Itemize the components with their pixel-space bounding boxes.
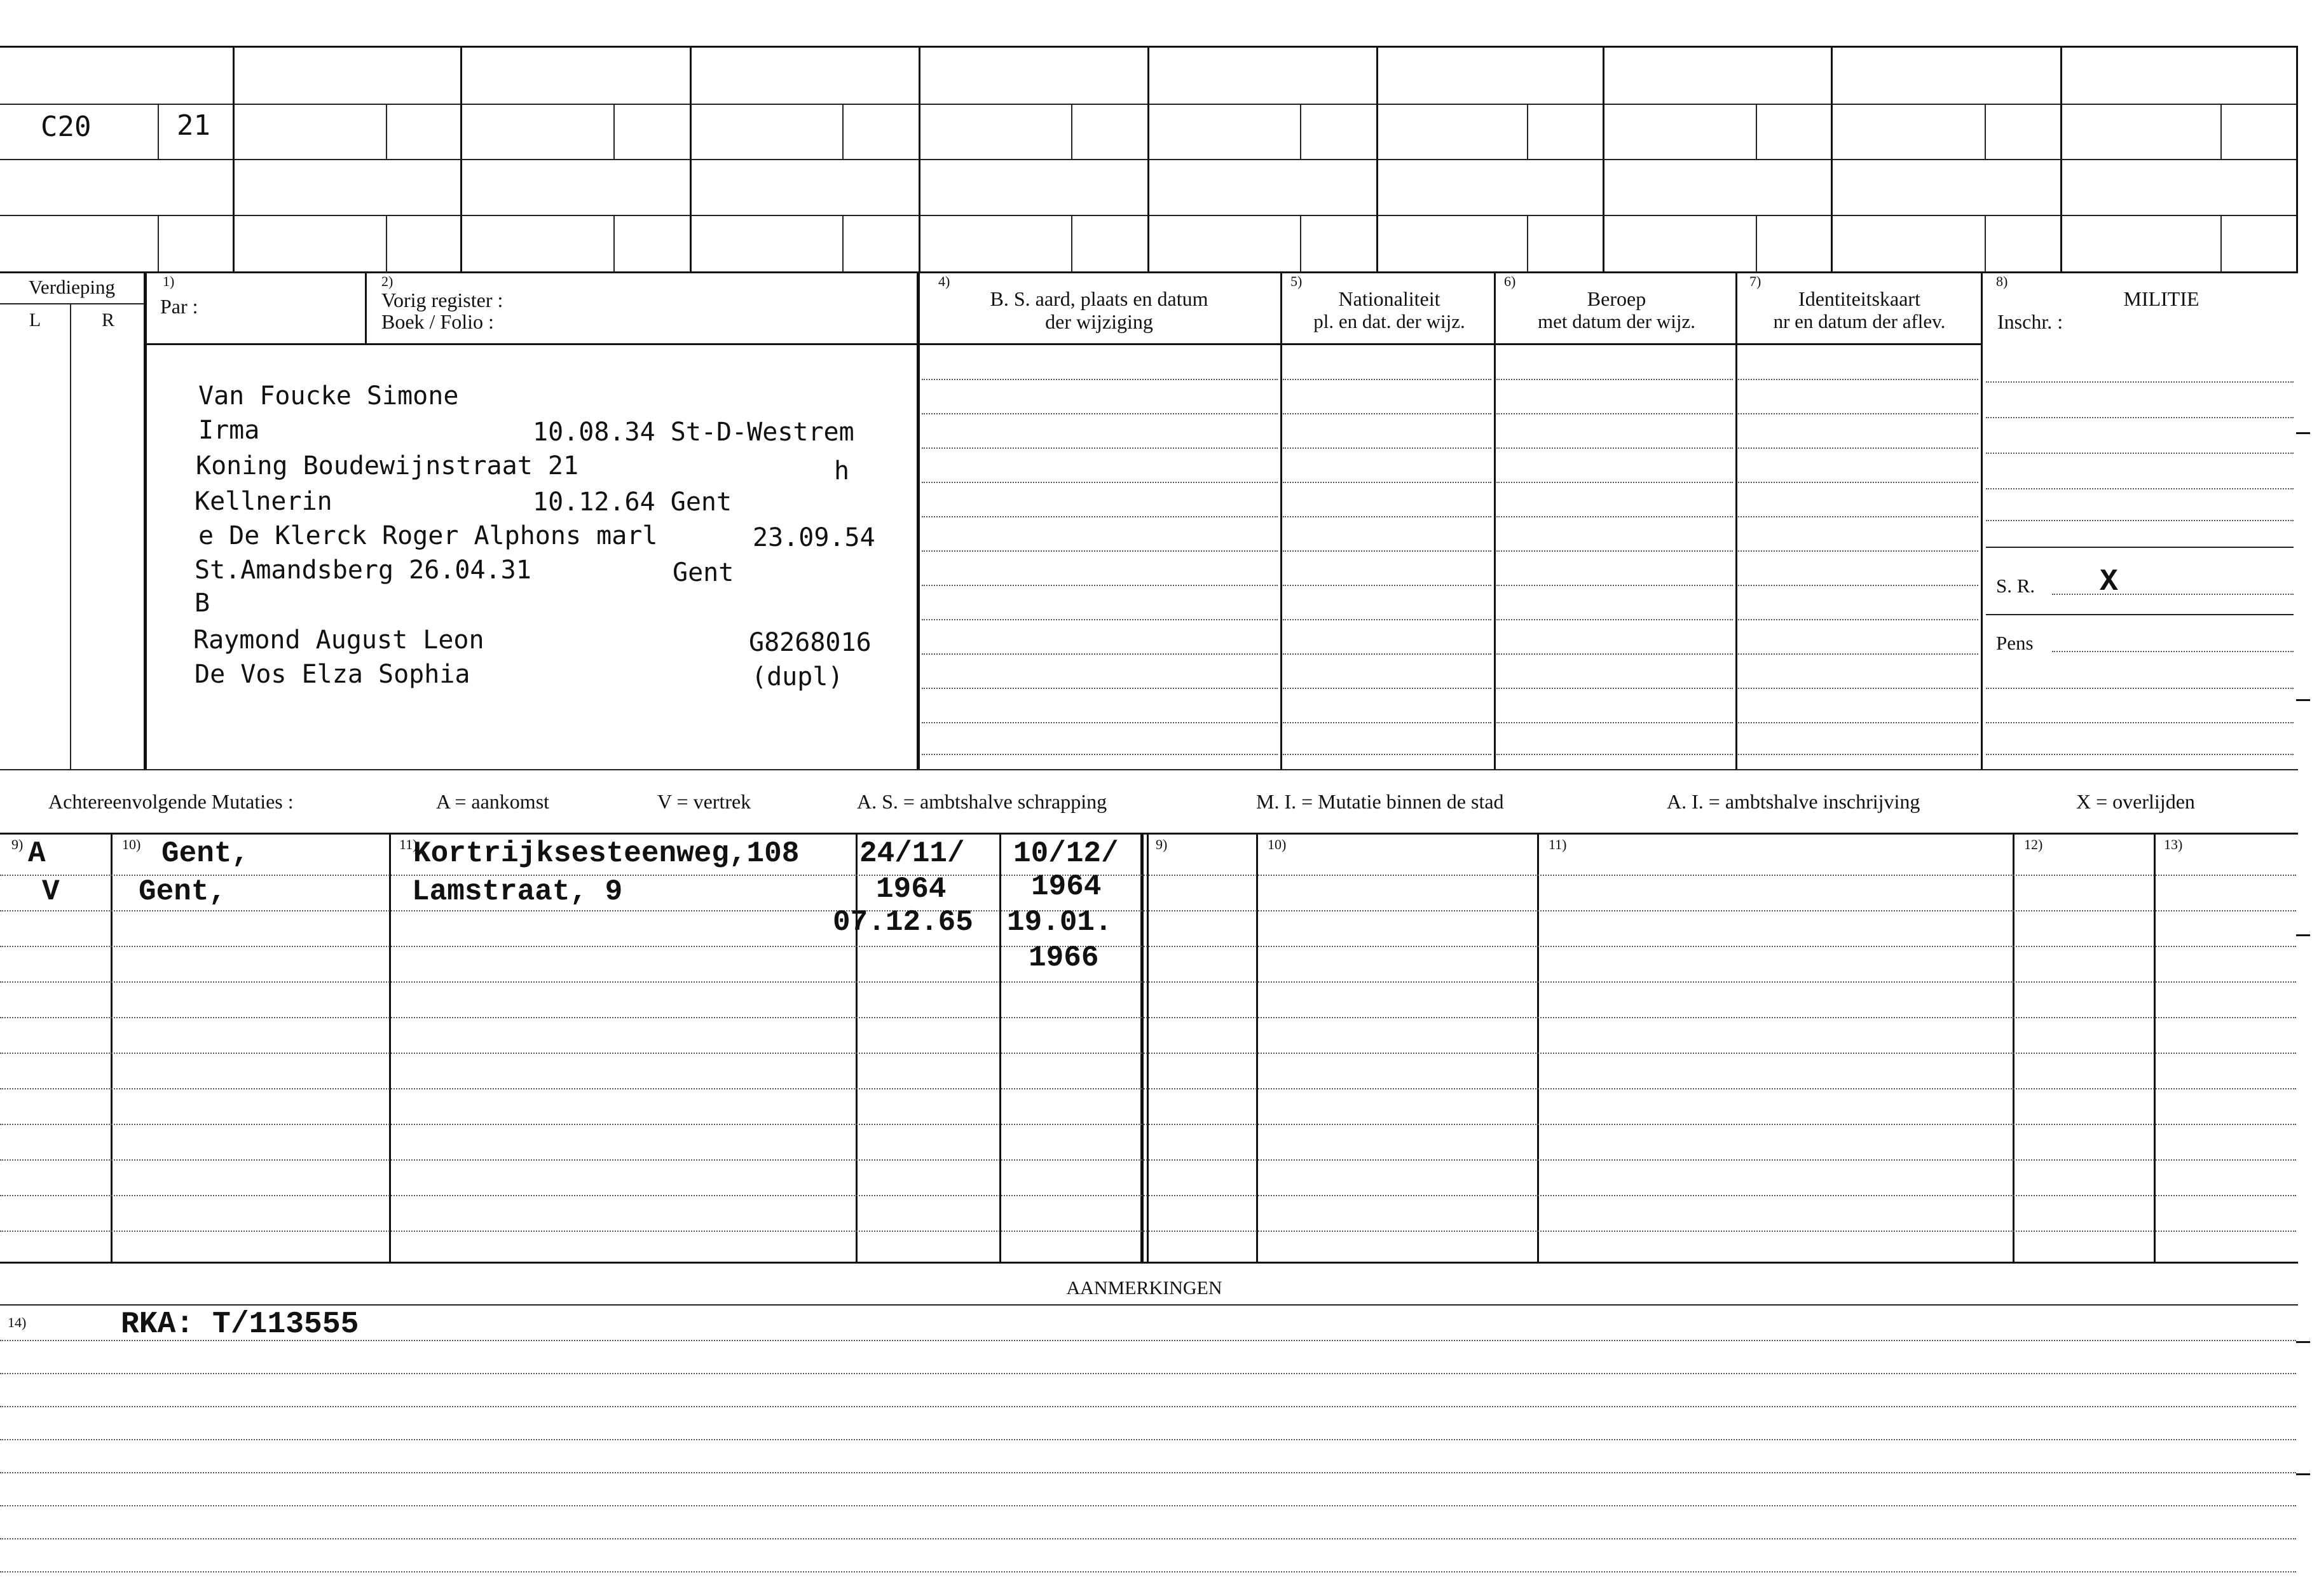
rule <box>922 722 1278 723</box>
rule <box>1738 619 1978 620</box>
rule <box>1986 488 2294 489</box>
rule <box>1300 104 1301 159</box>
rule <box>1986 547 2294 548</box>
rule <box>1527 215 1528 271</box>
mut-date-in: 07.12.65 <box>833 906 973 939</box>
rule <box>1738 550 1978 552</box>
rule <box>1283 379 1491 380</box>
rule <box>0 1053 2296 1054</box>
rule <box>1981 271 1983 769</box>
rule <box>1738 482 1978 483</box>
rule <box>0 1304 2298 1306</box>
mut-date-out: 19.01. <box>1007 906 1112 939</box>
rule <box>386 104 387 159</box>
mut-col-num: 10) <box>122 836 141 852</box>
rule <box>1376 46 1378 271</box>
rule <box>856 833 858 1262</box>
militie-sr-label: S. R. <box>1996 575 2035 597</box>
legend-item: X = overlijden <box>2076 790 2195 813</box>
rule <box>0 1472 2296 1473</box>
mut-date-out: 10/12/ <box>1013 837 1119 870</box>
person-line-6: St.Amandsberg 26.04.31 <box>195 556 531 585</box>
person-line-1: Van Foucke Simone <box>198 381 459 411</box>
rule <box>0 1340 2296 1341</box>
rule <box>1738 585 1978 586</box>
rule <box>1283 754 1491 755</box>
rule <box>1300 215 1301 271</box>
rule <box>922 413 1278 414</box>
rule <box>1986 614 2294 615</box>
rule <box>917 271 920 769</box>
person-line-9-right: (dupl) <box>751 662 844 692</box>
rule <box>2220 104 2222 159</box>
mut-type: V <box>42 875 60 908</box>
rule <box>0 1231 2296 1232</box>
person-line-9: De Vos Elza Sophia <box>195 660 470 689</box>
remarks-title: AANMERKINGEN <box>1066 1278 1222 1299</box>
person-line-8-right: G8268016 <box>749 628 872 657</box>
person-line-5-right: 23.09.54 <box>753 523 875 552</box>
mut-city: Gent, <box>139 875 227 908</box>
rule <box>386 215 387 271</box>
rule <box>0 1373 2296 1374</box>
rule <box>922 653 1278 655</box>
col2-line1: Vorig register : <box>381 289 503 311</box>
rule <box>922 550 1278 552</box>
col2-num: 2) <box>381 273 393 289</box>
mut-city: Gent, <box>161 837 250 870</box>
rule <box>1283 619 1491 620</box>
person-line-8: Raymond August Leon <box>193 625 484 655</box>
col5-num: 5) <box>1290 273 1303 289</box>
legend-item: A = aankomst <box>436 790 550 813</box>
mut-col-num: 10) <box>1268 836 1287 852</box>
rule <box>1496 619 1733 620</box>
col6-num: 6) <box>1504 273 1516 289</box>
remarks-text: RKA: T/113555 <box>121 1307 359 1342</box>
col8-title: MILITIE <box>2123 287 2199 310</box>
rule <box>2154 833 2156 1262</box>
rule <box>0 833 2298 835</box>
col8-inschr: Inschr. : <box>1997 310 2063 333</box>
rule <box>1986 453 2294 454</box>
mut-col-num: 11) <box>399 836 418 852</box>
rule <box>233 46 235 271</box>
rule <box>922 754 1278 755</box>
rule <box>0 910 2296 911</box>
col2-line2: Boek / Folio : <box>381 310 494 333</box>
rule <box>1283 722 1491 723</box>
rule <box>0 1017 2296 1018</box>
rule <box>0 1088 2296 1089</box>
rule <box>1738 754 1978 755</box>
rule <box>158 104 159 159</box>
rule <box>0 1195 2296 1196</box>
col7-line2: nr en datum der aflev. <box>1773 310 1946 332</box>
rule <box>1537 833 1539 1262</box>
rule <box>1283 482 1491 483</box>
rule <box>1738 688 1978 689</box>
col1-num: 1) <box>163 273 175 289</box>
person-line-6-right: Gent <box>673 558 734 587</box>
mut-col-num: 9) <box>1156 836 1168 852</box>
legend-item: M. I. = Mutatie binnen de stad <box>1256 790 1504 813</box>
rule <box>1756 215 1757 271</box>
rule <box>1140 833 1144 1262</box>
rule <box>2296 934 2310 936</box>
rule <box>158 215 159 271</box>
rule <box>2296 432 2310 434</box>
rule <box>1985 104 1986 159</box>
rule <box>0 303 144 304</box>
rule <box>1147 833 1149 1262</box>
rule <box>1986 520 2294 521</box>
rule <box>1985 215 1986 271</box>
mut-date-in: 24/11/ <box>859 837 965 870</box>
rule <box>1738 413 1978 414</box>
rule <box>0 1538 2296 1539</box>
rule <box>2296 46 2298 271</box>
legend-item: A. I. = ambtshalve inschrijving <box>1667 790 1920 813</box>
rule <box>0 1439 2296 1440</box>
mut-col-num: 9) <box>11 836 24 852</box>
col4-line2: der wijziging <box>1045 310 1153 333</box>
rule <box>1986 722 2294 723</box>
rule <box>918 343 1983 345</box>
rule <box>1496 516 1733 517</box>
rule <box>0 946 2296 947</box>
rule <box>1283 653 1491 655</box>
rule <box>1496 379 1733 380</box>
rule <box>1071 215 1072 271</box>
rule <box>0 1571 2296 1572</box>
rule <box>1738 516 1978 517</box>
rule <box>1496 482 1733 483</box>
rule <box>2052 594 2294 595</box>
rule <box>1738 379 1978 380</box>
rule <box>0 1505 2296 1506</box>
rule <box>1496 653 1733 655</box>
rule <box>70 303 71 769</box>
verdieping-label: Verdieping <box>28 276 116 298</box>
header-code: C20 <box>41 111 92 143</box>
person-line-4-right: 10.12.64 Gent <box>533 488 732 517</box>
header-number: 21 <box>177 109 210 142</box>
rule <box>842 215 844 271</box>
person-line-2-right: 10.08.34 St-D-Westrem <box>533 418 854 447</box>
rule <box>0 875 2296 876</box>
rule <box>1496 447 1733 449</box>
rule <box>1494 271 1496 769</box>
mut-address: Lamstraat, 9 <box>412 875 623 908</box>
col5-line2: pl. en dat. der wijz. <box>1313 310 1465 332</box>
rule <box>2013 833 2014 1262</box>
rule <box>2296 699 2310 701</box>
rule <box>1831 46 1833 271</box>
remarks-num: 14) <box>8 1314 27 1330</box>
col1-label: Par : <box>160 295 198 318</box>
person-line-3: Koning Boudewijnstraat 21 <box>196 451 579 481</box>
mut-type: A <box>28 837 46 870</box>
rule <box>2052 651 2294 652</box>
rule <box>1283 688 1491 689</box>
rule <box>365 271 367 343</box>
rule <box>1496 754 1733 755</box>
rule <box>690 46 692 271</box>
col7-num: 7) <box>1749 273 1761 289</box>
mut-col-num: 11) <box>1549 836 1567 852</box>
rule <box>922 516 1278 517</box>
rule <box>1986 381 2294 383</box>
rule <box>0 1159 2296 1161</box>
rule <box>0 1262 2298 1264</box>
rule <box>922 688 1278 689</box>
rule <box>922 379 1278 380</box>
verdieping-left-label: L <box>29 310 41 331</box>
rule <box>2060 46 2062 271</box>
rule <box>1496 585 1733 586</box>
col8-num: 8) <box>1996 273 2008 289</box>
rule <box>1280 271 1282 769</box>
col7-line1: Identiteitskaart <box>1798 287 1920 310</box>
rule <box>1071 104 1072 159</box>
rule <box>144 343 919 345</box>
rule <box>1603 46 1604 271</box>
rule <box>1986 754 2294 755</box>
rule <box>613 104 615 159</box>
person-line-7: B <box>195 589 210 618</box>
person-line-2: Irma <box>198 416 260 445</box>
rule <box>1283 447 1491 449</box>
rule <box>2296 1341 2310 1343</box>
militie-sr-mark: X <box>2100 565 2118 599</box>
rule <box>389 833 391 1262</box>
rule <box>1735 271 1737 769</box>
col6-line1: Beroep <box>1587 287 1646 310</box>
rule <box>111 833 113 1262</box>
rule <box>0 1124 2296 1125</box>
mut-date-out: 1966 <box>1029 941 1099 974</box>
rule <box>1283 550 1491 552</box>
rule <box>2296 1473 2310 1475</box>
col6-line2: met datum der wijz. <box>1538 310 1695 332</box>
verdieping-right-label: R <box>101 310 114 331</box>
rule <box>1986 688 2294 689</box>
person-line-4: Kellnerin <box>195 487 332 516</box>
rule <box>0 981 2296 983</box>
rule <box>460 46 462 271</box>
rule <box>1986 417 2294 418</box>
rule <box>1738 447 1978 449</box>
rule <box>1283 585 1491 586</box>
rule <box>0 769 2298 770</box>
rule <box>922 447 1278 449</box>
militie-pens-label: Pens <box>1996 632 2034 654</box>
rule <box>1283 516 1491 517</box>
rule <box>922 619 1278 620</box>
rule <box>919 46 920 271</box>
rule <box>922 482 1278 483</box>
rule <box>1496 413 1733 414</box>
rule <box>1147 46 1149 271</box>
rule <box>999 833 1001 1262</box>
rule <box>0 1406 2296 1407</box>
legend-item: V = vertrek <box>657 790 751 813</box>
legend-item: A. S. = ambtshalve schrapping <box>857 790 1107 813</box>
rule <box>1256 833 1258 1262</box>
rule <box>842 104 844 159</box>
mut-col-num: 12) <box>2024 836 2043 852</box>
col4-line1: B. S. aard, plaats en datum <box>990 287 1208 310</box>
rule <box>144 271 147 769</box>
rule <box>1738 653 1978 655</box>
mut-address: Kortrijksesteenweg,108 <box>413 837 800 870</box>
mut-date-in: 1964 <box>876 873 947 906</box>
rule <box>1496 550 1733 552</box>
rule <box>0 271 2298 273</box>
rule <box>1283 413 1491 414</box>
rule <box>613 215 615 271</box>
legend-title: Achtereenvolgende Mutaties : <box>48 790 294 813</box>
person-line-3-right: h <box>834 456 850 486</box>
mut-date-out: 1964 <box>1031 870 1102 903</box>
rule <box>1756 104 1757 159</box>
mut-col-num: 13) <box>2164 836 2183 852</box>
person-line-5: e De Klerck Roger Alphons marl <box>198 521 658 550</box>
rule <box>1496 722 1733 723</box>
rule <box>1496 688 1733 689</box>
rule <box>922 585 1278 586</box>
col4-num: 4) <box>938 273 950 289</box>
rule <box>2220 215 2222 271</box>
rule <box>1527 104 1528 159</box>
col5-line1: Nationaliteit <box>1338 287 1440 310</box>
rule <box>1738 722 1978 723</box>
